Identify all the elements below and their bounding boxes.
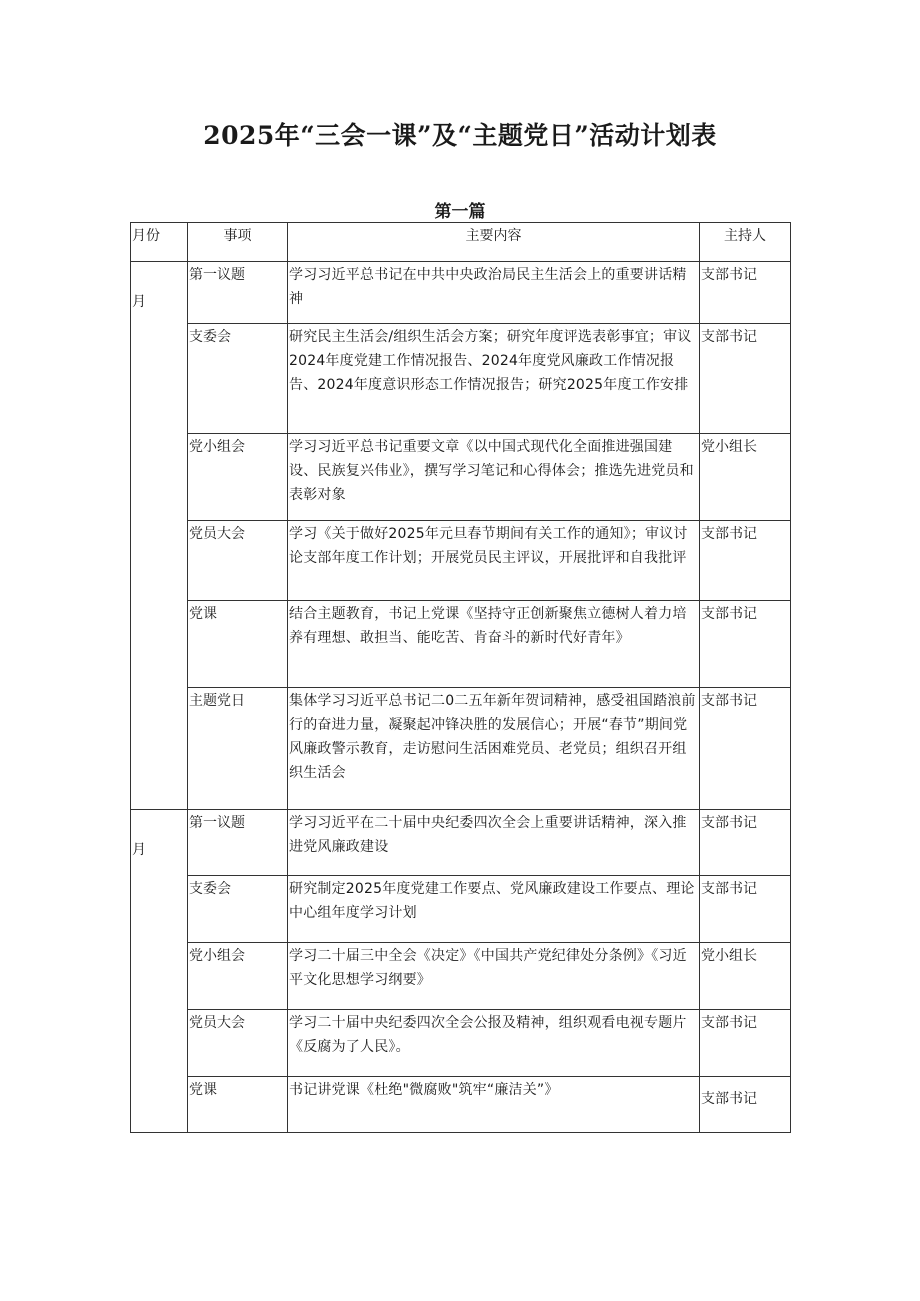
host-cell: 支部书记: [700, 1077, 791, 1133]
content-cell: 学习习近平在二十届中央纪委四次全会上重要讲话精神，深入推进党风廉政建设: [288, 810, 700, 876]
content-cell: 书记讲党课《杜绝"微腐败"筑牢“廉洁关”》: [288, 1077, 700, 1133]
item-cell: 党小组会: [188, 943, 288, 1010]
host-cell: 支部书记: [700, 688, 791, 810]
item-cell: 党员大会: [188, 521, 288, 601]
activity-plan-table: [130, 222, 791, 1133]
item-cell: 第一议题: [188, 810, 288, 876]
host-cell: 党小组长: [700, 943, 791, 1010]
host-cell: 党小组长: [700, 434, 791, 521]
content-cell: 结合主题教育，书记上党课《坚持守正创新聚焦立德树人着力培养有理想、敢担当、能吃苦、肯奋斗的新时代好青年》: [288, 601, 700, 688]
table-row: [131, 943, 791, 1010]
content-cell: 学习二十届中央纪委四次全会公报及精神，组织观看电视专题片《反腐为了人民》。: [288, 1010, 700, 1077]
item-cell: 主题党日: [188, 688, 288, 810]
host-cell: 支部书记: [700, 262, 791, 324]
content-cell: 集体学习习近平总书记二0二五年新年贺词精神，感受祖国踏浪前行的奋进力量，凝聚起冲锋决胜的发展信心；开展“春节”期间党风廉政警示教育，走访慰问生活困难党员、老党员；组织召开组织生活会: [288, 688, 700, 810]
host-cell: 支部书记: [700, 810, 791, 876]
table-row: [131, 688, 791, 810]
item-cell: 支委会: [188, 876, 288, 943]
header-host: 主持人: [700, 223, 791, 262]
host-cell: 支部书记: [700, 1010, 791, 1077]
item-cell: 党员大会: [188, 1010, 288, 1077]
document-title: 2025年“三会一课”及“主题党日”活动计划表: [203, 121, 717, 150]
table-row: [131, 521, 791, 601]
content-cell: 学习习近平总书记重要文章《以中国式现代化全面推进强国建设、民族复兴伟业》，撰写学习笔记和心得体会；推选先进党员和表彰对象: [288, 434, 700, 521]
host-cell: 支部书记: [700, 521, 791, 601]
content-cell: 学习《关于做好2025年元旦春节期间有关工作的通知》；审议讨论支部年度工作计划；开展党员民主评议，开展批评和自我批评: [288, 521, 700, 601]
table-row: [131, 262, 791, 324]
host-cell: 支部书记: [700, 324, 791, 434]
table-row: [131, 324, 791, 434]
header-item: 事项: [188, 223, 288, 262]
section-title: 第一篇: [434, 202, 486, 222]
table-row: [131, 601, 791, 688]
item-cell: 支委会: [188, 324, 288, 434]
table-row: [131, 810, 791, 876]
content-cell: 学习二十届三中全会《决定》《中国共产党纪律处分条例》《习近平文化思想学习纲要》: [288, 943, 700, 1010]
content-cell: 研究制定2025年度党建工作要点、党风廉政建设工作要点、理论中心组年度学习计划: [288, 876, 700, 943]
header-month: 月份: [131, 223, 188, 262]
item-cell: 党课: [188, 1077, 288, 1133]
header-content: 主要内容: [288, 223, 700, 262]
table-row: [131, 876, 791, 943]
item-cell: 党小组会: [188, 434, 288, 521]
month-cell: 月: [131, 262, 188, 810]
item-cell: 第一议题: [188, 262, 288, 324]
host-cell: 支部书记: [700, 601, 791, 688]
item-cell: 党课: [188, 601, 288, 688]
table-row: [131, 1077, 791, 1133]
table-row: [131, 1010, 791, 1077]
table-row: [131, 434, 791, 521]
content-cell: 研究民主生活会/组织生活会方案；研究年度评选表彰事宜；审议2024年度党建工作情况报告、2024年度党风廉政工作情况报告、2024年度意识形态工作情况报告；研究2025年度工作安排: [288, 324, 700, 434]
host-cell: 支部书记: [700, 876, 791, 943]
content-cell: 学习习近平总书记在中共中央政治局民主生活会上的重要讲话精神: [288, 262, 700, 324]
month-cell: 月: [131, 810, 188, 1133]
table-header-row: [131, 223, 791, 262]
